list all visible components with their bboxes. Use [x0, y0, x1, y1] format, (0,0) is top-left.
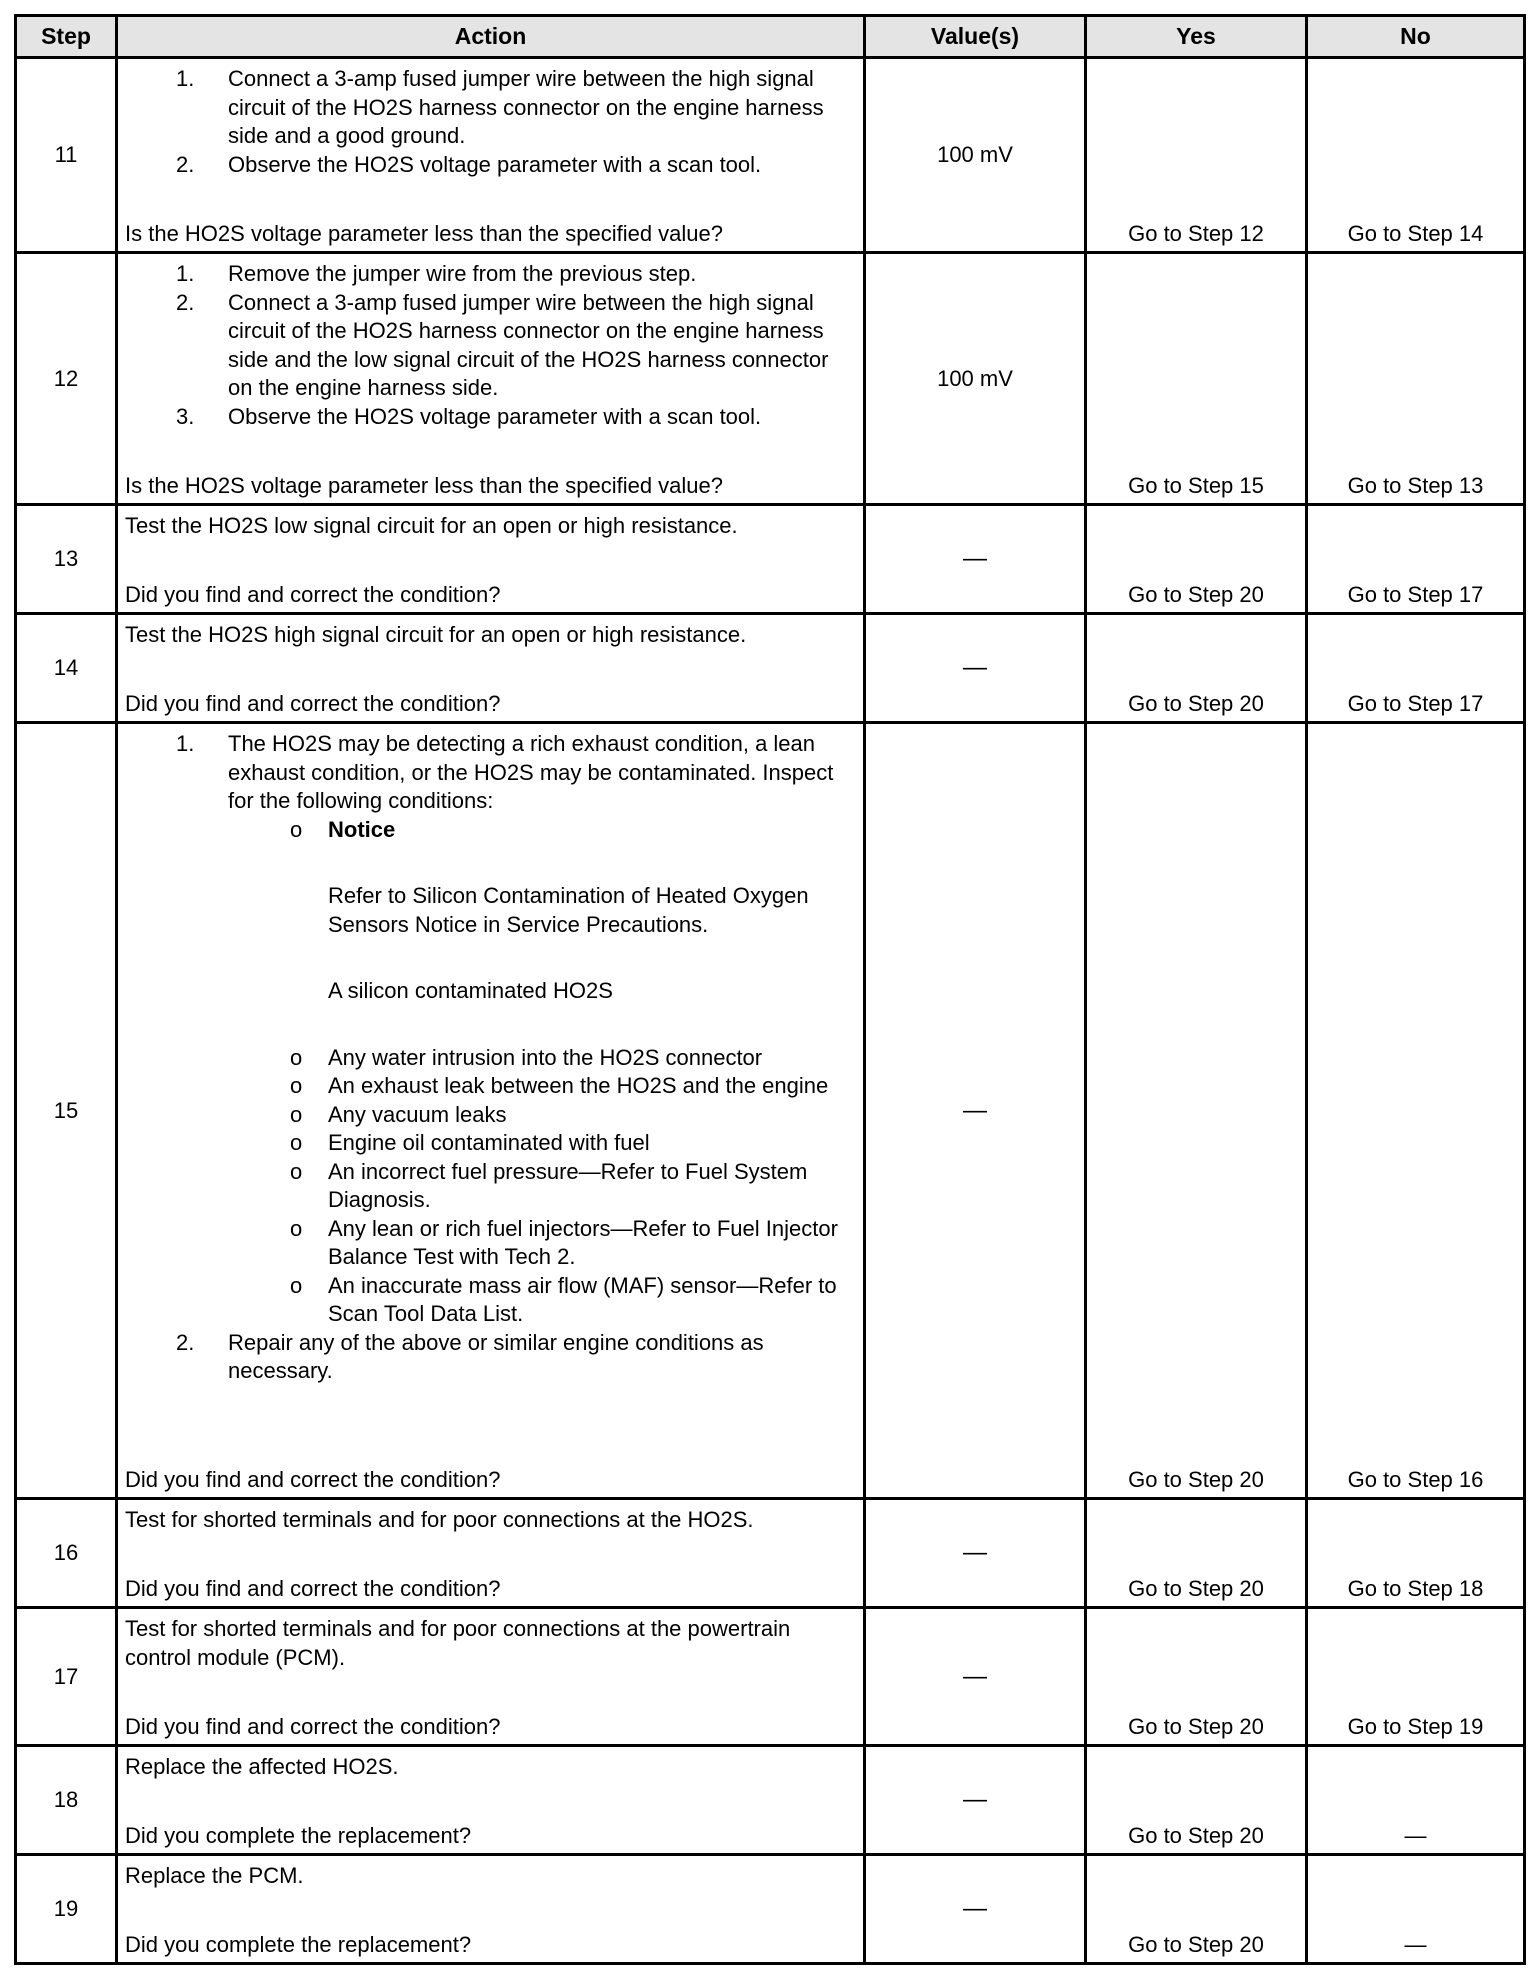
action-cell: [117, 1608, 865, 1746]
step-number: 19: [16, 1855, 117, 1964]
bullet-icon: o: [290, 1101, 303, 1127]
no-cell: Go to Step 18: [1307, 1499, 1525, 1608]
bullet-icon: o: [290, 1158, 303, 1184]
action-question: Did you find and correct the condition?: [125, 690, 501, 716]
bullet-icon: o: [290, 1073, 303, 1098]
action-text: Test for shorted terminals and for poor connections at the HO2S.: [125, 1507, 754, 1532]
value-cell: —: [865, 1499, 1086, 1608]
value-cell: 100 mV: [865, 58, 1086, 253]
action-question: Did you find and correct the condition?: [125, 1466, 501, 1492]
list-item: o An incorrect fuel pressure—Refer to Fuel System Diagnosis.: [228, 1158, 855, 1215]
condition-list: [228, 816, 855, 1329]
action-cell: [117, 253, 865, 505]
yes-cell: Go to Step 15: [1086, 253, 1307, 505]
list-item: o An inaccurate mass air flow (MAF) sensor—Refer to Scan Tool Data List.: [228, 1272, 855, 1329]
header-yes: Yes: [1086, 16, 1307, 58]
no-cell: Go to Step 16: [1307, 723, 1525, 1499]
action-question: Did you complete the replacement?: [125, 1931, 472, 1957]
table-row: [16, 505, 1525, 614]
step-number: 15: [16, 723, 117, 1499]
table-row: [16, 723, 1525, 1499]
bullet-icon: o: [290, 1215, 303, 1241]
step-number: 18: [16, 1746, 117, 1855]
table-row: [16, 1608, 1525, 1746]
list-item: o Any water intrusion into the HO2S connector: [228, 1044, 855, 1073]
yes-cell: Go to Step 20: [1086, 1746, 1307, 1855]
action-step: 1. Connect a 3-amp fused jumper wire between the high signal circuit of the HO2S harness connector on the engine harness side and a good ground.: [176, 66, 824, 148]
action-question: Did you find and correct the condition?: [125, 1575, 501, 1601]
step-number: 16: [16, 1499, 117, 1608]
step-number: 11: [16, 58, 117, 253]
bullet-icon: o: [290, 1130, 303, 1155]
no-cell: Go to Step 13: [1307, 253, 1525, 505]
action-cell: [117, 1855, 865, 1964]
value-cell: —: [865, 1746, 1086, 1855]
table-row: [16, 1499, 1525, 1608]
no-cell: Go to Step 17: [1307, 614, 1525, 723]
list-item: o Engine oil contaminated with fuel: [228, 1129, 855, 1158]
value-cell: 100 mV: [865, 253, 1086, 505]
bullet-icon: o: [290, 1272, 303, 1298]
header-no: No: [1307, 16, 1525, 58]
notice-title: Notice: [328, 816, 396, 842]
yes-cell: Go to Step 20: [1086, 1499, 1307, 1608]
header-values: Value(s): [865, 16, 1086, 58]
table-row: [16, 1855, 1525, 1964]
no-cell: —: [1307, 1746, 1525, 1855]
table-row: [16, 58, 1525, 253]
yes-cell: Go to Step 20: [1086, 505, 1307, 614]
action-text: Test the HO2S high signal circuit for an open or high resistance.: [125, 622, 747, 647]
list-item: o Any lean or rich fuel injectors—Refer to Fuel Injector Balance Test with Tech 2.: [228, 1215, 855, 1272]
yes-cell: Go to Step 20: [1086, 1855, 1307, 1964]
list-item: o An exhaust leak between the HO2S and the engine: [228, 1072, 855, 1101]
bullet-icon: o: [290, 816, 303, 842]
bullet-icon: o: [290, 1044, 303, 1070]
action-cell: [117, 614, 865, 723]
header-row: [16, 16, 1525, 58]
action-question: Is the HO2S voltage parameter less than the specified value?: [125, 220, 724, 246]
table-row: [16, 1746, 1525, 1855]
notice-item: [228, 816, 855, 1044]
step-number: 13: [16, 505, 117, 614]
action-steps: [125, 260, 855, 431]
action-text: Replace the affected HO2S.: [125, 1754, 399, 1779]
action-step: 2. Connect a 3-amp fused jumper wire between the high signal circuit of the HO2S harness connector on the engine harness side and the low signal circuit of the HO2S harness connector on the engine harness side.: [176, 289, 829, 400]
action-cell: [117, 723, 865, 1499]
action-text: Test the HO2S low signal circuit for an open or high resistance.: [125, 513, 738, 538]
action-steps: [125, 65, 855, 179]
no-cell: Go to Step 14: [1307, 58, 1525, 253]
action-step: 1. Remove the jumper wire from the previous step.: [176, 261, 697, 286]
header-action: Action: [117, 16, 865, 58]
list-item: o Any vacuum leaks: [228, 1101, 855, 1130]
no-cell: Go to Step 19: [1307, 1608, 1525, 1746]
action-text: Replace the PCM.: [125, 1863, 304, 1888]
step-number: 17: [16, 1608, 117, 1746]
action-step: 1. The HO2S may be detecting a rich exhaust condition, a lean exhaust condition, or the HO2S may be contaminated. Inspect for the following conditions: o Notice Refer to Silicon Contamination of Heated Oxygen Sensors Notice in Service Precautions. A silicon contaminated HO2S o Any water intrusion into the HO2S connector o An exhaust leak between the HO2S and the engine o Any vacuum leaks o Engine oil contaminated with fuel o An incorrect fuel pressure—Refer to Fuel System Diagnosis. o Any lean or rich fuel injectors—Refer to Fuel Injector Balance Test with Tech 2. o An inaccurate mass air flow (MAF) sensor—Refer to Scan Tool Data List.: [125, 730, 855, 1329]
action-text: Test for shorted terminals and for poor connections at the powertrain control module (PCM).: [125, 1616, 791, 1670]
step-number: 12: [16, 253, 117, 505]
action-step: 2. Observe the HO2S voltage parameter with a scan tool.: [176, 151, 762, 177]
notice-text: Refer to Silicon Contamination of Heated Oxygen Sensors Notice in Service Precautions.: [328, 883, 809, 937]
action-cell: [117, 1746, 865, 1855]
header-step: Step: [16, 16, 117, 58]
value-cell: —: [865, 505, 1086, 614]
value-cell: —: [865, 723, 1086, 1499]
action-cell: [117, 505, 865, 614]
action-step: 2. Repair any of the above or similar engine conditions as necessary.: [176, 1329, 764, 1383]
diagnostic-table: [14, 14, 1526, 1965]
value-cell: —: [865, 1608, 1086, 1746]
yes-cell: Go to Step 20: [1086, 614, 1307, 723]
action-cell: [117, 1499, 865, 1608]
action-question: Did you find and correct the condition?: [125, 1713, 501, 1739]
action-question: Is the HO2S voltage parameter less than the specified value?: [125, 472, 724, 498]
notice-condition: A silicon contaminated HO2S: [328, 978, 613, 1003]
action-steps: [125, 730, 855, 1386]
action-cell: [117, 58, 865, 253]
yes-cell: Go to Step 20: [1086, 1608, 1307, 1746]
value-cell: —: [865, 614, 1086, 723]
action-question: Did you find and correct the condition?: [125, 581, 501, 607]
yes-cell: Go to Step 20: [1086, 723, 1307, 1499]
yes-cell: Go to Step 12: [1086, 58, 1307, 253]
action-question: Did you complete the replacement?: [125, 1822, 472, 1848]
no-cell: Go to Step 17: [1307, 505, 1525, 614]
value-cell: —: [865, 1855, 1086, 1964]
no-cell: —: [1307, 1855, 1525, 1964]
action-step: 3. Observe the HO2S voltage parameter with a scan tool.: [176, 403, 762, 429]
table-row: [16, 614, 1525, 723]
step-number: 14: [16, 614, 117, 723]
table-row: [16, 253, 1525, 505]
